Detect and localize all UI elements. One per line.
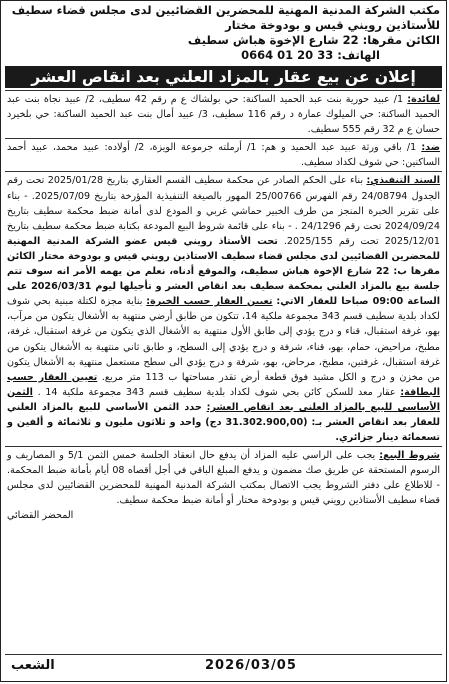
office-header bbox=[1, 1, 446, 63]
office-bailiffs: للأستاذين رويني قيس و بودوخة مختار bbox=[225, 18, 440, 32]
plaintiffs-paragraph bbox=[1, 92, 446, 137]
terms-label: شروط البيع: bbox=[379, 450, 440, 462]
divider bbox=[5, 138, 442, 139]
defendants-text: 1/ باقي ورثة عبيد عبد الحميد و هم: 1/ أرملته جرموعة الويزة، 2/ أولاده: عبيد محمد، عبيد أحمد الساكنين: حي شوف لكداد سطيف. bbox=[7, 142, 440, 169]
auction-announcement: تحت الأستاذ رويني قيس عضو الشركة المدنية المهنية للمحضرين القضائيين لدى مجلس قضاء سطيف الاستاذين رويني قيس و بودوخة مختار الكائن مقرها ب: 22 شارع الإخوة هباش سطيف، والموقع أدناه، نعلم من يهمه الأمر انه سوف تتم جلسة بيع بالمزاد العلني بمحكمة سطيف بعد انقاص العشر و تأجيلها ليوم 2026/03/31 على الساعة 09:00 صباحا للعقار الاتي: bbox=[7, 235, 440, 308]
office-name: مكتب الشركة المدنية المهنية للمحضرين القضائيين لدى مجلس قضاء سطيف bbox=[11, 3, 440, 17]
publication-footer bbox=[5, 654, 442, 677]
office-phone: الهاتف: 33 20 01 0664 bbox=[241, 48, 380, 62]
publication-name: الشعب bbox=[11, 658, 55, 673]
base-price-text: حدد الثمن الأساسي للبيع بالمزاد العلني للعقار بعد انقاص العشر بـ: (31.302.900,00 دج) واحد و ثلاثون مليون و ثلاثمائة و ألفين و تسعمائة دينار جزائري. bbox=[7, 401, 441, 444]
office-address: الكائن مقرها: 22 شارع الإخوة هباش سطيف bbox=[187, 33, 440, 47]
base-price-label: الثمن الأساسي للبيع بالمزاد العلني بعد انقاص العشر: bbox=[7, 386, 440, 413]
defendants-paragraph bbox=[1, 140, 446, 170]
terms-paragraph bbox=[1, 448, 446, 508]
publication-date: 2026/03/05 bbox=[205, 658, 297, 673]
notice-title-banner: إعلان عن بيع عقار بالمزاد العلني بعد انقاص العشر bbox=[5, 66, 442, 88]
divider bbox=[5, 446, 442, 447]
appraisal-label: تعيين العقار حسب الخبرة: bbox=[146, 296, 273, 308]
divider bbox=[5, 171, 442, 172]
cadastre-text: عقار معد للسكن كائن بحي شوف لكداد بلدية سطيف قسم 343 مجموعة ملكية 14 . bbox=[37, 386, 396, 398]
execution-text: بناء على الحكم الصادر عن محكمة سطيف القسم العقاري بتاريخ 2025/01/28 تحت رقم الجدول 24/08794 رقم الفهرس 25/00766 المهور بالصيغة التنفيذية المؤرخة بتاريخ 2025/07/09. - بناء على تقرير الخبرة المنجز من طرف الخبير حماشي غربي و المودع لدى أمانة ضبط محكمة سطيف بتاريخ 2024/09/24 تحت رقم 24/1296 . - بناء على قائمة شروط البيع المودعة بكتابة ضبط محكمة سطيف بتاريخ 2025/12/01 تحت رقم 2025/155. bbox=[7, 175, 440, 247]
defendants-label: ضد: bbox=[421, 142, 440, 154]
cadastre-label: تعيين العقار حسب البطاقة: bbox=[7, 371, 440, 398]
signature-line: المحضر القضائي bbox=[7, 509, 74, 521]
execution-label: السند التنفيذي: bbox=[366, 175, 440, 187]
property-description: بناية مجزة لكتلة مبنية بحي شوف لكداد بلدية سطيف قسم 343 مجموعة ملكية 14، تتكون من طابق أرضي منتهية به الأشغال يتكون من مرآب، بهو، غرفة استقبال، قناء و درج يؤدي إلى طابق الأول منتهية به الأشغال الذي يتكون من غرفة استقبال، غرفة، مطبخ، مراحيض، حمام، بهو، قناء، شرفة و درج يؤدي إلى السطح، و طابق ثاني منتهية به الأشغال يتكون من غرفة استقبال، غرفتين، مطبخ، مرحاض، بهو، شرفة و درج يؤدي الى سطح مستعمل منتهية به الأشغال يتكون من مخزن و درج و الكل مشيد فوق قطعة أرض تقدر مساحتها ب 113 متر مربع. bbox=[7, 296, 440, 383]
plaintiffs-label: لفائدة: bbox=[407, 94, 441, 105]
terms-text: يجب على الراسي عليه المزاد أن يدفع حال انعقاد الجلسة خمس الثمن 5/1 و المصاريف و الرسوم المستحقة عن طريق صك مضمون و يدفع المبلغ الباقي في أجل أقصاه 08 أيام بأمانة ضبط المحكمة. - للاطلاع على دفتر الشروط يجب الاتصال بمكتب الشركة المدنية المهنية للمحضرين القضائيين لدى مجلس قضاء سطيف الأستاذين رويني قيس و بودوخة مختار أو أمانة ضبط محكمة سطيف. bbox=[7, 450, 440, 507]
execution-paragraph bbox=[1, 173, 446, 445]
divider bbox=[5, 90, 442, 91]
plaintiffs-text: 1/ عبيد حورية بنت عبد الحميد الساكنة: حي بولشاك ع م رقم 42 سطيف، 2/ عبيد نجاة بنت عبد الحميد الساكنة: حي الميلوك عمارة د رقم 116 سطيف، 3/ عبيد أمال بنت عبد الحميد الساكنة: حي بلخيرد حسان ع م 32 رقم 555 سطيف. bbox=[7, 94, 440, 136]
